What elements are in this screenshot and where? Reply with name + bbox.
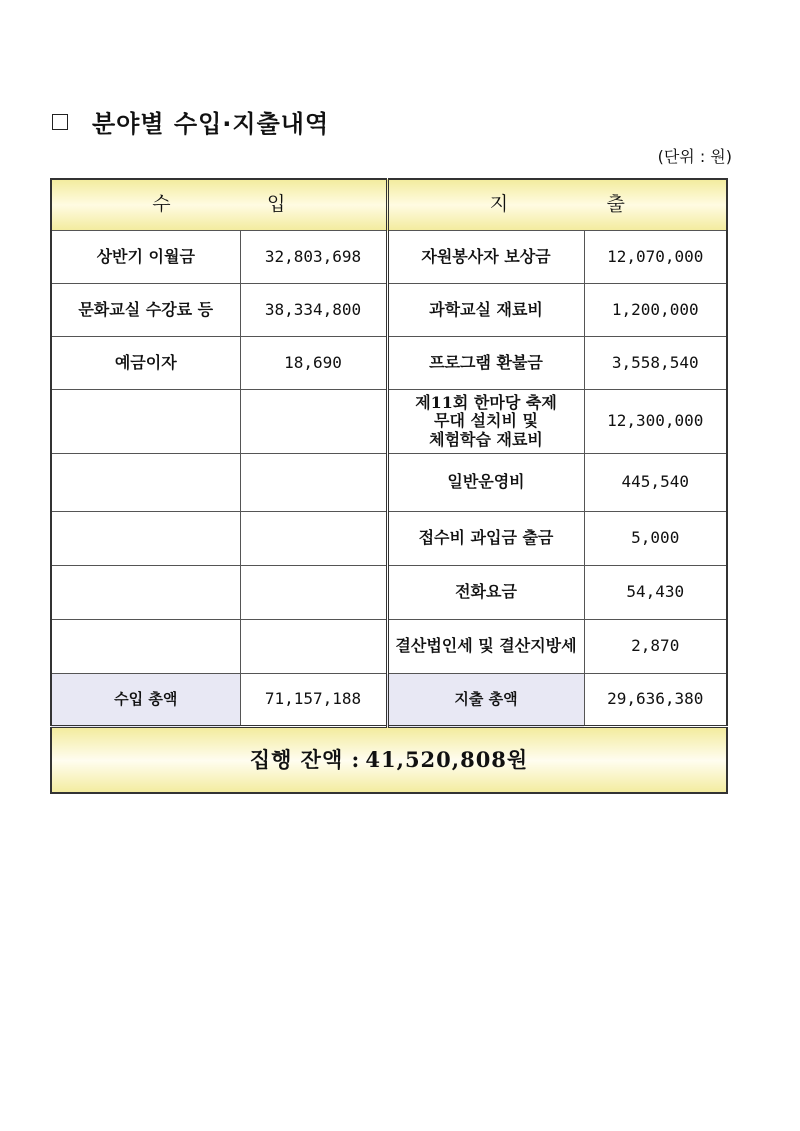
income-item [51, 454, 240, 512]
unit-label: (단위 : 원) [657, 147, 732, 166]
table-row [51, 620, 727, 674]
balance-label: 집행 잔액 : [249, 746, 361, 772]
section-heading [52, 104, 329, 139]
expense-item: 일반운영비 [387, 454, 584, 512]
balance-row [51, 727, 727, 794]
table-row [51, 454, 727, 512]
table-row [51, 566, 727, 620]
income-amount [240, 390, 387, 454]
income-item: 상반기 이월금 [51, 231, 240, 284]
balance-cell [51, 727, 727, 794]
balance-amount: 41,520,808원 [365, 746, 529, 772]
income-amount [240, 620, 387, 674]
income-item [51, 566, 240, 620]
income-item [51, 512, 240, 566]
income-amount: 38,334,800 [240, 284, 387, 337]
expense-amount: 12,300,000 [584, 390, 727, 454]
expense-total-label: 지출 총액 [387, 674, 584, 727]
section-title: 분야별 수입·지출내역 [92, 110, 330, 138]
expense-item-line: 무대 설치비 및 [434, 411, 538, 431]
table-row [51, 284, 727, 337]
income-total-amount: 71,157,188 [240, 674, 387, 727]
income-header: 수 입 [51, 179, 387, 231]
expense-amount: 1,200,000 [584, 284, 727, 337]
income-item [51, 390, 240, 454]
income-amount: 18,690 [240, 337, 387, 390]
expense-item: 프로그램 환불금 [387, 337, 584, 390]
income-total-label: 수입 총액 [51, 674, 240, 727]
income-item: 문화교실 수강료 등 [51, 284, 240, 337]
expense-amount: 445,540 [584, 454, 727, 512]
table-row [51, 390, 727, 454]
table-row [51, 337, 727, 390]
income-amount [240, 566, 387, 620]
expense-amount: 3,558,540 [584, 337, 727, 390]
income-expense-table [50, 178, 728, 794]
expense-amount: 2,870 [584, 620, 727, 674]
checkbox-square-icon [52, 114, 68, 130]
expense-item [387, 390, 584, 454]
expense-item: 결산법인세 및 결산지방세 [387, 620, 584, 674]
income-amount [240, 454, 387, 512]
expense-item: 전화요금 [387, 566, 584, 620]
totals-row [51, 674, 727, 727]
income-amount [240, 512, 387, 566]
expense-amount: 54,430 [584, 566, 727, 620]
income-amount: 32,803,698 [240, 231, 387, 284]
expense-item-line: 제11회 한마당 축제 [415, 392, 557, 412]
expense-item: 자원봉사자 보상금 [387, 231, 584, 284]
expense-item: 접수비 과입금 출금 [387, 512, 584, 566]
expense-total-amount: 29,636,380 [584, 674, 727, 727]
income-item: 예금이자 [51, 337, 240, 390]
income-item [51, 620, 240, 674]
expense-header: 지 출 [387, 179, 727, 231]
expense-item: 과학교실 재료비 [387, 284, 584, 337]
table-row [51, 512, 727, 566]
expense-amount: 5,000 [584, 512, 727, 566]
table-row [51, 231, 727, 284]
table-header-row [51, 179, 727, 231]
expense-item-line: 체험학습 재료비 [429, 429, 543, 449]
expense-amount: 12,070,000 [584, 231, 727, 284]
